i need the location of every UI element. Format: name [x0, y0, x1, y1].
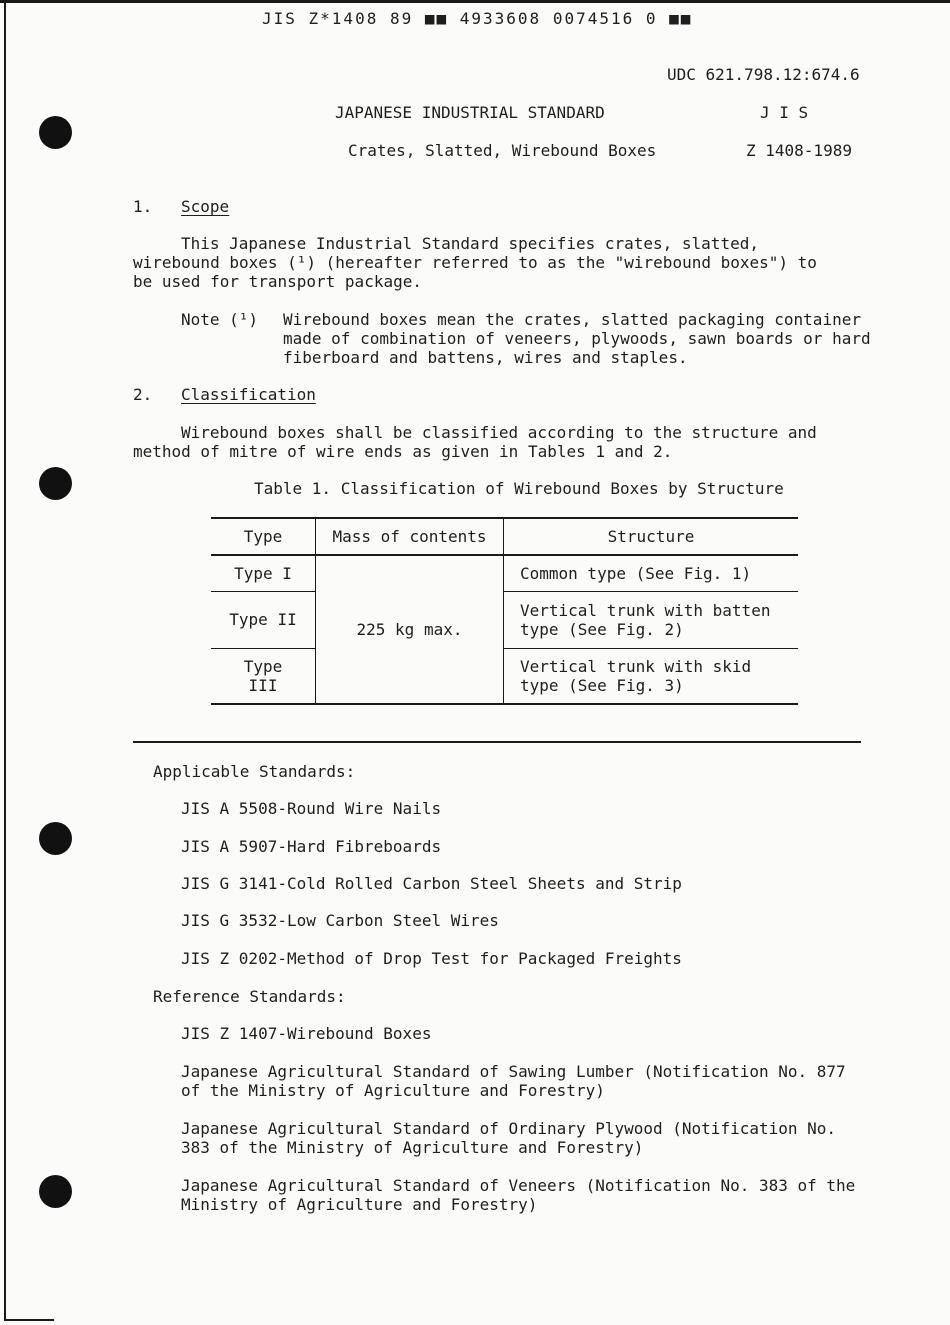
standard-number: Z 1408-1989: [746, 141, 852, 160]
type-cell: Type I: [211, 555, 316, 591]
section-number: 2.: [133, 385, 153, 404]
column-header-structure: Structure: [504, 518, 799, 555]
structure-cell: Vertical trunk with skid type (See Fig. 3): [504, 648, 799, 704]
list-item: JIS G 3141-Cold Rolled Carbon Steel Sheets and Strip: [181, 874, 682, 893]
table-header-row: [211, 518, 798, 555]
reference-standards-heading: Reference Standards:: [153, 987, 346, 1006]
punch-hole-icon: [39, 1175, 72, 1208]
section-title-classification: Classification: [181, 385, 316, 404]
table-row: [211, 591, 798, 648]
punch-hole-icon: [39, 116, 72, 149]
page-title: Crates, Slatted, Wirebound Boxes: [348, 141, 657, 160]
punch-hole-icon: [39, 467, 72, 500]
list-item: JIS A 5508-Round Wire Nails: [181, 799, 442, 818]
list-item: JIS Z 0202-Method of Drop Test for Packaged Freights: [181, 949, 682, 968]
standard-organization: JAPANESE INDUSTRIAL STANDARD: [335, 103, 605, 122]
left-border-line: [4, 0, 6, 1320]
table-row: [211, 555, 798, 591]
top-border-line: [0, 0, 950, 3]
udc-number: UDC 621.798.12:674.6: [667, 65, 860, 84]
punch-hole-icon: [39, 822, 72, 855]
structure-cell: Vertical trunk with batten type (See Fig. 2): [504, 591, 799, 648]
classification-paragraph: Wirebound boxes shall be classified according to the structure and method of mitre of wire ends as given in Tables 1 and 2.: [133, 423, 817, 461]
scope-paragraph: This Japanese Industrial Standard specifies crates, slatted, wirebound boxes (¹) (hereafter referred to as the "wirebound boxes") to be used for transport package.: [133, 234, 817, 291]
jis-mark: J I S: [760, 103, 809, 122]
list-item: JIS G 3532-Low Carbon Steel Wires: [181, 911, 499, 930]
applicable-standards-heading: Applicable Standards:: [153, 762, 356, 781]
note-text: Wirebound boxes mean the crates, slatted packaging container made of combination of veneers, plywoods, sawn boards or hard fiberboard and battens, wires and staples.: [283, 310, 871, 367]
section-number: 1.: [133, 197, 153, 216]
note-label: Note (¹): [181, 310, 259, 329]
structure-cell: Common type (See Fig. 1): [504, 555, 799, 591]
list-item: Japanese Agricultural Standard of Sawing Lumber (Notification No. 877 of the Ministry of Agriculture and Forestry): [181, 1062, 846, 1100]
classification-table: [211, 517, 798, 705]
scan-header-line: JIS Z*1408 89 ■■ 4933608 0074516 0 ■■: [262, 9, 693, 28]
list-item: JIS A 5907-Hard Fibreboards: [181, 837, 442, 856]
table-caption: Table 1. Classification of Wirebound Boxes by Structure: [254, 479, 784, 498]
footnote-divider: [133, 741, 861, 743]
table-row: [211, 648, 798, 704]
list-item: Japanese Agricultural Standard of Veneers (Notification No. 383 of the Ministry of Agriculture and Forestry): [181, 1176, 856, 1214]
section-title-scope: Scope: [181, 197, 230, 216]
mass-cell: 225 kg max.: [316, 555, 504, 704]
bottom-border-line: [4, 1319, 54, 1321]
type-cell: Type II: [211, 591, 316, 648]
list-item: JIS Z 1407-Wirebound Boxes: [181, 1024, 432, 1043]
column-header-mass: Mass of contents: [316, 518, 504, 555]
type-cell: Type III: [211, 648, 316, 704]
column-header-type: Type: [211, 518, 316, 555]
list-item: Japanese Agricultural Standard of Ordinary Plywood (Notification No. 383 of the Ministry of Agriculture and Forestry): [181, 1119, 837, 1157]
